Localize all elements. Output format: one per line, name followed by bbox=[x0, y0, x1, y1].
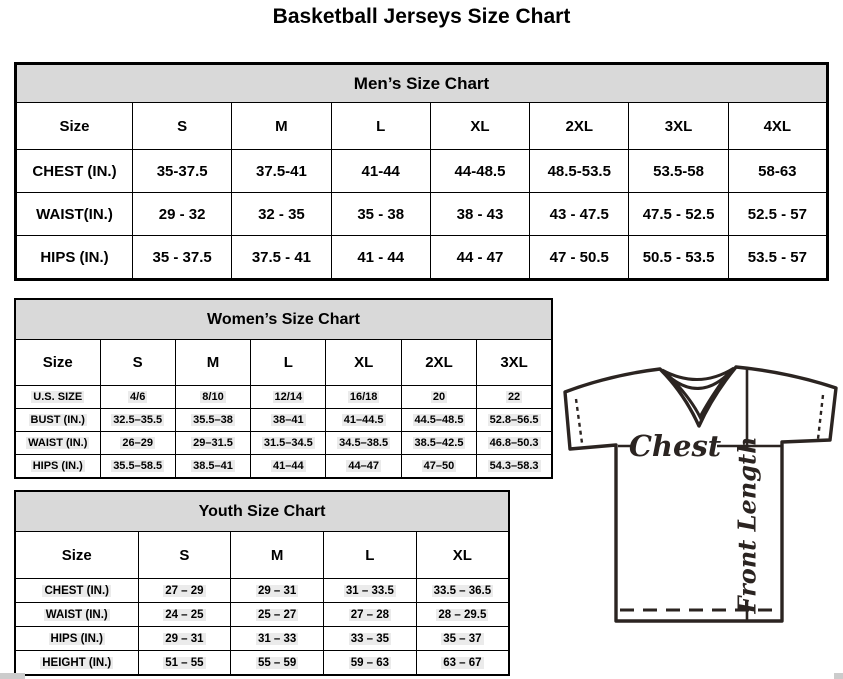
size-cell: 44–47 bbox=[326, 455, 401, 479]
front-length-label: Front Length bbox=[732, 436, 762, 614]
size-cell: 31.5–34.5 bbox=[251, 432, 326, 455]
size-cell: 44.5–48.5 bbox=[401, 409, 476, 432]
row-label: HIPS (IN.) bbox=[15, 627, 138, 651]
jersey-diagram bbox=[560, 358, 840, 630]
size-cell: 25 – 27 bbox=[231, 603, 324, 627]
size-cell: 34.5–38.5 bbox=[326, 432, 401, 455]
jersey-outline bbox=[565, 367, 836, 621]
size-cell: 24 – 25 bbox=[138, 603, 231, 627]
table-row bbox=[15, 386, 552, 409]
size-cell: 48.5-53.5 bbox=[530, 150, 629, 193]
table-row bbox=[15, 579, 509, 603]
table-row bbox=[15, 409, 552, 432]
size-cell: 37.5-41 bbox=[232, 150, 331, 193]
mens-size-table bbox=[14, 62, 829, 281]
row-label: HEIGHT (IN.) bbox=[15, 651, 138, 676]
size-cell: 47–50 bbox=[401, 455, 476, 479]
size-cell: 27 – 29 bbox=[138, 579, 231, 603]
size-cell: 55 – 59 bbox=[231, 651, 324, 676]
size-cell: 46.8–50.3 bbox=[477, 432, 552, 455]
row-label: BUST (IN.) bbox=[15, 409, 100, 432]
size-cell: 58-63 bbox=[728, 150, 827, 193]
size-cell: 44 - 47 bbox=[430, 236, 529, 280]
size-cell: 37.5 - 41 bbox=[232, 236, 331, 280]
size-cell: 33.5 – 36.5 bbox=[416, 579, 509, 603]
womens-col-header-size: Size bbox=[15, 340, 100, 386]
womens-size-table bbox=[14, 298, 553, 479]
size-cell: 29 – 31 bbox=[231, 579, 324, 603]
row-label: HIPS (IN.) bbox=[15, 455, 100, 479]
size-cell: 35 – 37 bbox=[416, 627, 509, 651]
size-cell: 29 – 31 bbox=[138, 627, 231, 651]
size-cell: 41–44.5 bbox=[326, 409, 401, 432]
size-cell: 8/10 bbox=[175, 386, 250, 409]
size-cell: 31 – 33.5 bbox=[324, 579, 417, 603]
size-cell: 44-48.5 bbox=[430, 150, 529, 193]
size-cell: 33 – 35 bbox=[324, 627, 417, 651]
youth-col-header: S bbox=[138, 532, 231, 579]
size-cell: 41 - 44 bbox=[331, 236, 430, 280]
row-label: WAIST(IN.) bbox=[16, 193, 133, 236]
mens-col-header: 3XL bbox=[629, 103, 728, 150]
size-cell: 26–29 bbox=[100, 432, 175, 455]
size-cell: 22 bbox=[477, 386, 552, 409]
size-cell: 47 - 50.5 bbox=[530, 236, 629, 280]
size-cell: 54.3–58.3 bbox=[477, 455, 552, 479]
size-cell: 35.5–58.5 bbox=[100, 455, 175, 479]
size-cell: 51 – 55 bbox=[138, 651, 231, 676]
youth-table-header: Youth Size Chart bbox=[15, 491, 509, 532]
mens-col-header: S bbox=[133, 103, 232, 150]
size-cell: 12/14 bbox=[251, 386, 326, 409]
youth-col-header-size: Size bbox=[15, 532, 138, 579]
size-cell: 31 – 33 bbox=[231, 627, 324, 651]
size-cell: 27 – 28 bbox=[324, 603, 417, 627]
size-cell: 38.5–41 bbox=[175, 455, 250, 479]
scrollbar-artifact-left bbox=[0, 673, 25, 679]
row-label: HIPS (IN.) bbox=[16, 236, 133, 280]
size-cell: 32.5–35.5 bbox=[100, 409, 175, 432]
row-label: WAIST (IN.) bbox=[15, 432, 100, 455]
table-row bbox=[15, 627, 509, 651]
mens-col-header: 2XL bbox=[530, 103, 629, 150]
size-cell: 38 - 43 bbox=[430, 193, 529, 236]
size-cell: 35-37.5 bbox=[133, 150, 232, 193]
size-cell: 20 bbox=[401, 386, 476, 409]
table-row bbox=[16, 150, 828, 193]
size-cell: 29–31.5 bbox=[175, 432, 250, 455]
mens-col-header-size: Size bbox=[16, 103, 133, 150]
womens-col-header: S bbox=[100, 340, 175, 386]
womens-col-header: XL bbox=[326, 340, 401, 386]
size-cell: 43 - 47.5 bbox=[530, 193, 629, 236]
size-cell: 4/6 bbox=[100, 386, 175, 409]
womens-table-header: Women’s Size Chart bbox=[15, 299, 552, 340]
womens-col-header: L bbox=[251, 340, 326, 386]
scrollbar-artifact-right bbox=[834, 673, 843, 679]
size-cell: 38–41 bbox=[251, 409, 326, 432]
table-row bbox=[15, 603, 509, 627]
table-row bbox=[15, 455, 552, 479]
mens-col-header: XL bbox=[430, 103, 529, 150]
row-label: CHEST (IN.) bbox=[15, 579, 138, 603]
size-cell: 28 – 29.5 bbox=[416, 603, 509, 627]
mens-col-header: 4XL bbox=[728, 103, 827, 150]
size-cell: 63 – 67 bbox=[416, 651, 509, 676]
table-row bbox=[15, 651, 509, 676]
womens-col-header: 2XL bbox=[401, 340, 476, 386]
page-title: Basketball Jerseys Size Chart bbox=[272, 5, 571, 28]
table-row bbox=[15, 432, 552, 455]
size-cell: 53.5-58 bbox=[629, 150, 728, 193]
size-cell: 35 - 37.5 bbox=[133, 236, 232, 280]
mens-table-header: Men’s Size Chart bbox=[16, 64, 828, 103]
row-label: CHEST (IN.) bbox=[16, 150, 133, 193]
mens-col-header: L bbox=[331, 103, 430, 150]
womens-col-header: 3XL bbox=[477, 340, 552, 386]
chest-label: Chest bbox=[628, 429, 722, 463]
row-label: U.S. SIZE bbox=[15, 386, 100, 409]
size-cell: 35 - 38 bbox=[331, 193, 430, 236]
size-cell: 50.5 - 53.5 bbox=[629, 236, 728, 280]
youth-size-table bbox=[14, 490, 510, 676]
size-cell: 29 - 32 bbox=[133, 193, 232, 236]
size-cell: 53.5 - 57 bbox=[728, 236, 827, 280]
youth-col-header: M bbox=[231, 532, 324, 579]
youth-col-header: XL bbox=[416, 532, 509, 579]
size-cell: 41-44 bbox=[331, 150, 430, 193]
row-label: WAIST (IN.) bbox=[15, 603, 138, 627]
size-cell: 35.5–38 bbox=[175, 409, 250, 432]
size-cell: 59 – 63 bbox=[324, 651, 417, 676]
table-row bbox=[16, 193, 828, 236]
size-cell: 41–44 bbox=[251, 455, 326, 479]
table-row bbox=[16, 236, 828, 280]
youth-col-header: L bbox=[324, 532, 417, 579]
size-cell: 52.5 - 57 bbox=[728, 193, 827, 236]
size-cell: 47.5 - 52.5 bbox=[629, 193, 728, 236]
size-cell: 16/18 bbox=[326, 386, 401, 409]
size-cell: 38.5–42.5 bbox=[401, 432, 476, 455]
mens-col-header: M bbox=[232, 103, 331, 150]
size-cell: 52.8–56.5 bbox=[477, 409, 552, 432]
size-cell: 32 - 35 bbox=[232, 193, 331, 236]
womens-col-header: M bbox=[175, 340, 250, 386]
